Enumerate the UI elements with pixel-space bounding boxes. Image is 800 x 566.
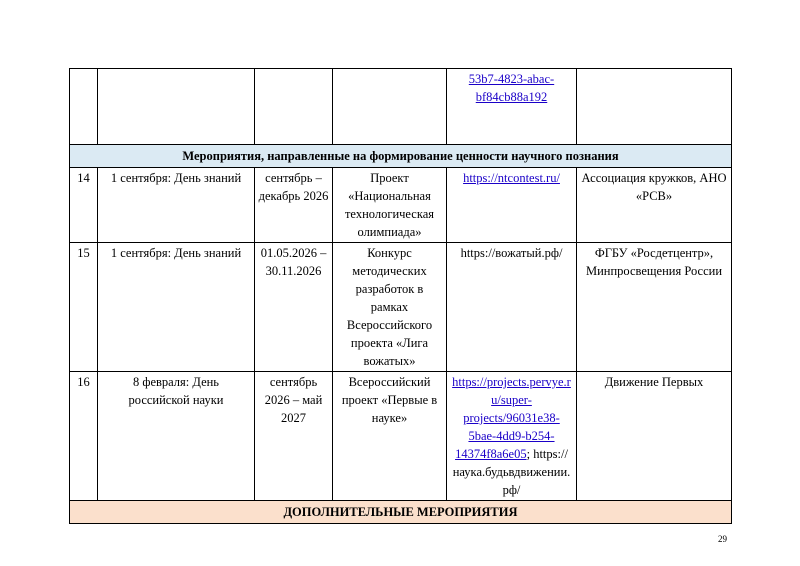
row-link <box>447 243 577 372</box>
cell-period <box>255 69 333 145</box>
cell-org <box>577 69 732 145</box>
cell-num <box>70 69 98 145</box>
cell-date <box>98 69 255 145</box>
row-date: 8 февраля: День российской науки <box>98 372 255 501</box>
row-link <box>447 168 577 243</box>
row-link <box>447 372 577 501</box>
row-date: 1 сентября: День знаний <box>98 168 255 243</box>
link-pervye-projects[interactable]: https://projects.pervye.ru/super-projects/96031e38-5bae-4dd9-b254-14374f8a6e05 <box>452 375 571 461</box>
row-period: сентябрь – декабрь 2026 <box>255 168 333 243</box>
row-org: Ассоциация кружков, АНО «РСВ» <box>577 168 732 243</box>
page-number: 29 <box>718 534 727 544</box>
row-number: 14 <box>70 168 98 243</box>
table-row <box>70 168 732 243</box>
link-ntcontest[interactable]: https://ntcontest.ru/ <box>463 171 560 185</box>
row-event: Проект «Национальная технологическая олимпиада» <box>333 168 447 243</box>
table-row <box>70 372 732 501</box>
link-continued-line1[interactable]: 53b7-4823-abac- <box>468 72 555 86</box>
row-event: Конкурс методических разработок в рамках Всероссийского проекта «Лига вожатых» <box>333 243 447 372</box>
table-row <box>70 243 732 372</box>
row-date: 1 сентября: День знаний <box>98 243 255 372</box>
section-header-additional <box>70 501 732 524</box>
link-separator: ; <box>526 447 531 461</box>
link-continued-line2[interactable]: bf84cb88a192 <box>475 90 548 104</box>
row-period: 01.05.2026 – 30.11.2026 <box>255 243 333 372</box>
row-number: 15 <box>70 243 98 372</box>
row-number: 16 <box>70 372 98 501</box>
section-header-science <box>70 145 732 168</box>
cell-link <box>447 69 577 145</box>
row-event: Всероссийский проект «Первые в науке» <box>333 372 447 501</box>
row-org: ФГБУ «Росдетцентр», Минпросвещения России <box>577 243 732 372</box>
cell-event <box>333 69 447 145</box>
section-title: Мероприятия, направленные на формирование ценности научного познания <box>70 145 732 168</box>
events-table <box>69 68 732 524</box>
link-vozhatyi-text: https://вожатый.рф/ <box>460 246 563 260</box>
row-period: сентябрь 2026 – май 2027 <box>255 372 333 501</box>
link-nauka-text: https://наука.будьвдвижении.рф/ <box>452 447 571 497</box>
table-row-continued <box>70 69 732 145</box>
row-org: Движение Первых <box>577 372 732 501</box>
section-title: ДОПОЛНИТЕЛЬНЫЕ МЕРОПРИЯТИЯ <box>70 501 732 524</box>
